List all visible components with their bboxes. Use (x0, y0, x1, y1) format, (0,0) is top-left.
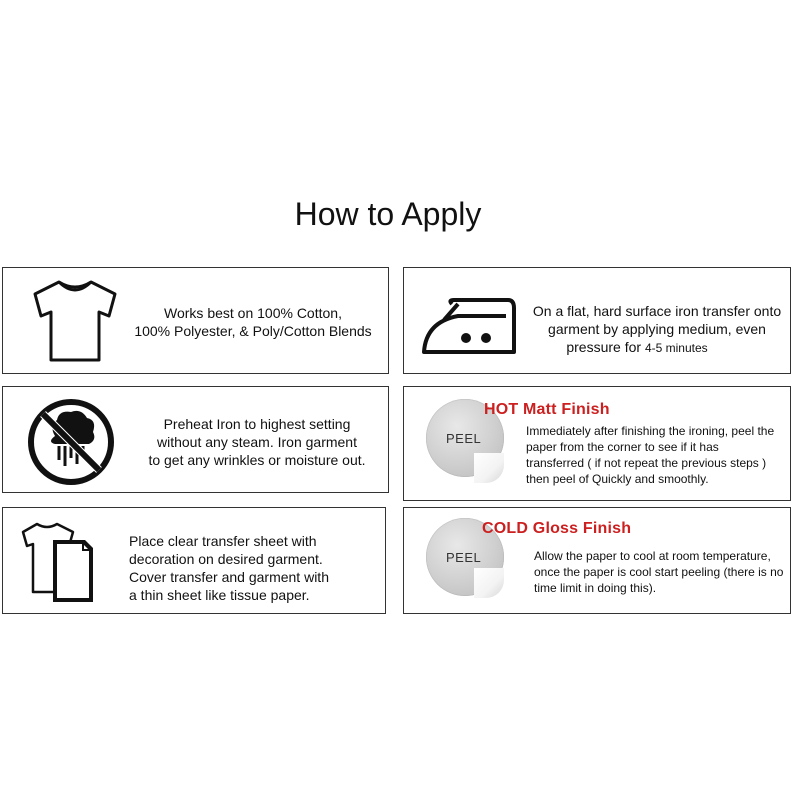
hot-line-1: Immediately after finishing the ironing, peel the (526, 424, 775, 438)
hot-line-4: then peel of Quickly and smoothly. (526, 472, 709, 486)
place-line-1: Place clear transfer sheet with (129, 533, 317, 549)
card-cotton (2, 267, 389, 374)
peel-label: PEEL (446, 431, 482, 446)
no-steam-icon (25, 396, 117, 488)
preheat-line-1: Preheat Iron to highest setting (163, 416, 351, 432)
cold-line-1: Allow the paper to cool at room temperature, (534, 549, 771, 563)
cold-line-2: once the paper is cool start peeling (there is no (534, 565, 784, 579)
card-preheat (2, 386, 389, 493)
card-hot-matt (403, 386, 791, 501)
peel-label: PEEL (446, 550, 482, 565)
card-iron (403, 267, 791, 374)
iron-line-3-b: 4-5 minutes (644, 341, 708, 355)
iron-line-2: garment by applying medium, even (548, 321, 766, 337)
hot-heading (484, 401, 610, 419)
card-place-sheet (2, 507, 386, 614)
cold-text (534, 548, 790, 596)
preheat-line-2: without any steam. Iron garment (157, 434, 357, 450)
iron-line-3 (522, 338, 792, 356)
cold-heading-b: Gloss Finish (532, 520, 632, 537)
cotton-text (123, 304, 383, 340)
hot-line-2: paper from the corner to see if it has (526, 440, 719, 454)
place-line-3: Cover transfer and garment with (129, 569, 329, 585)
hot-heading-a: HOT (484, 401, 519, 418)
place-line-4: a thin sheet like tissue paper. (129, 587, 310, 603)
peel-curl (474, 453, 504, 483)
t-shirt-icon (29, 276, 121, 366)
page-title: How to Apply (294, 196, 482, 232)
peel-curl (474, 568, 504, 598)
place-line-2: decoration on desired garment. (129, 551, 323, 567)
iron-line-3-a: pressure for (566, 339, 645, 355)
cotton-line-2: 100% Polyester, & Poly/Cotton Blends (134, 323, 372, 339)
hot-text (526, 423, 788, 487)
preheat-text (129, 415, 385, 469)
cotton-line-1: Works best on 100% Cotton, (164, 305, 342, 321)
iron-icon (418, 294, 524, 356)
card-cold-gloss (403, 507, 791, 614)
cold-heading (482, 520, 631, 538)
preheat-line-3: to get any wrinkles or moisture out. (148, 452, 366, 468)
hot-line-3: transferred ( if not repeat the previous steps ) (526, 456, 767, 470)
shirt-with-sheet-icon (21, 518, 103, 602)
cold-heading-a: COLD (482, 520, 529, 537)
place-text (129, 532, 385, 604)
cold-line-3: time limit in doing this). (534, 581, 657, 595)
hot-heading-b: Matt Finish (523, 401, 610, 418)
iron-text (522, 302, 792, 356)
iron-line-1: On a flat, hard surface iron transfer onto (532, 303, 782, 319)
